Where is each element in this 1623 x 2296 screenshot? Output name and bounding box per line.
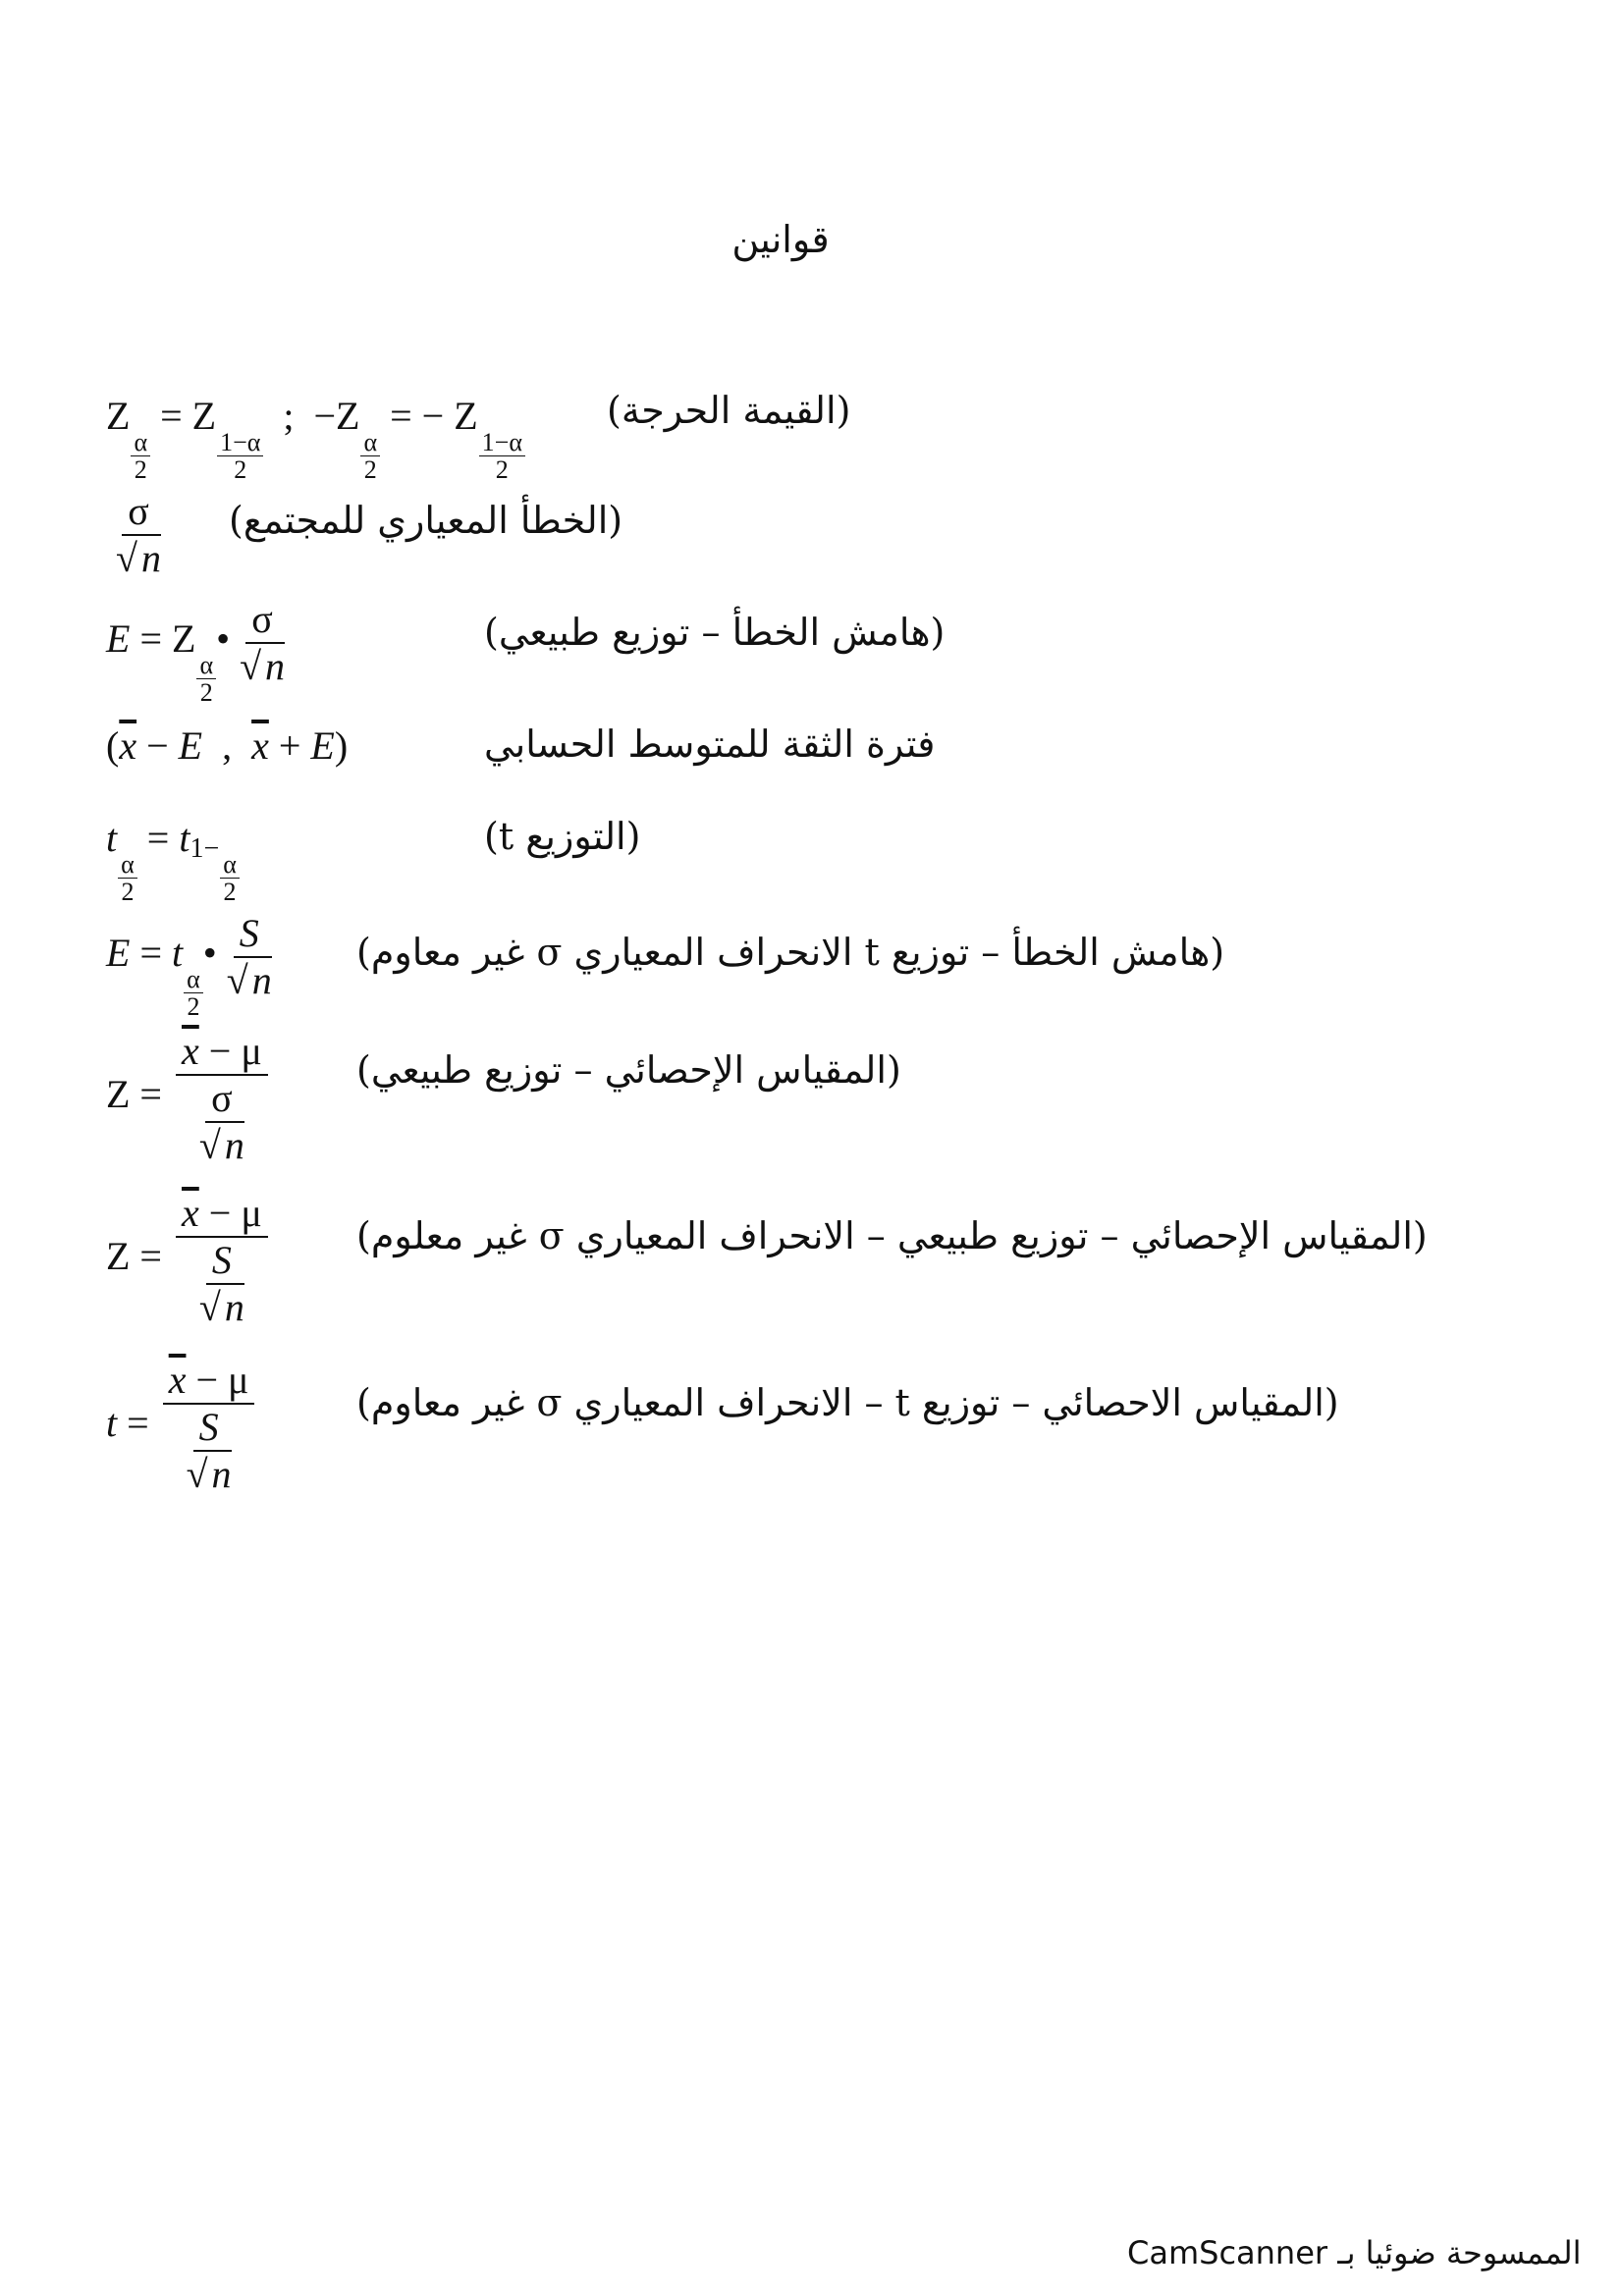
formula-math: $\frac{\sigma}{√ n}$ — [116, 489, 161, 580]
formula-math: ($\overline{x} - E$ , $\overline{x} + E$) — [106, 723, 349, 768]
formula-label: (القيمة الحرجة) — [607, 389, 851, 432]
formula-label: (هامش الخطأ – توزيع طبيعي) — [484, 611, 946, 654]
page-title: قوانين — [731, 218, 830, 261]
formula-math: Z $\frac{\alpha}{2}$ = Z $\frac{1-\alpha}{2}$ ; −Z $\frac{\alpha}{2}$ = − Z $\frac{1-\alpha}{2}$ — [106, 393, 525, 484]
formula-label: (المقياس الاحصائي – توزيع t – الانحراف المعياري σ غير معاوم) — [356, 1381, 1339, 1424]
formula-math: E = Z $\frac{\alpha}{2}$ • $\frac{\sigma}{√ n}$ — [106, 597, 286, 708]
formula-label: (التوزيع t) — [484, 815, 641, 858]
formula-math: E = t $\frac{\alpha}{2}$ • $\frac{S}{√ n}$ — [106, 911, 272, 1022]
formula-label: (هامش الخطأ – توزيع t الانحراف المعياري σ غير معاوم) — [356, 931, 1225, 974]
formula-label: (المقياس الإحصائي – توزيع طبيعي) — [356, 1048, 901, 1092]
formula-math: t $\frac{\alpha}{2}$ = t1− $\frac{\alpha}{2}$ — [106, 815, 240, 906]
formula-math: Z = $\frac{\overline{x} - \mu}{\frac{S}{√ n}}$ — [106, 1193, 272, 1328]
formula-math: t = $\frac{\overline{x} - \mu}{\frac{S}{√ n}}$ — [106, 1360, 258, 1495]
formula-label: فترة الثقة للمتوسط الحسابي — [484, 722, 936, 766]
formula-label: (المقياس الإحصائي – توزيع طبيعي – الانحراف المعياري σ غير معلوم) — [356, 1214, 1428, 1257]
scanner-watermark: الممسوحة ضوئيا بـ CamScanner — [1127, 2234, 1582, 2271]
formula-label: (الخطأ المعياري للمجتمع) — [229, 499, 623, 542]
formula-math: Z = $\frac{\overline{x} - \mu}{\frac{\sigma}{√ n}}$ — [106, 1031, 272, 1166]
